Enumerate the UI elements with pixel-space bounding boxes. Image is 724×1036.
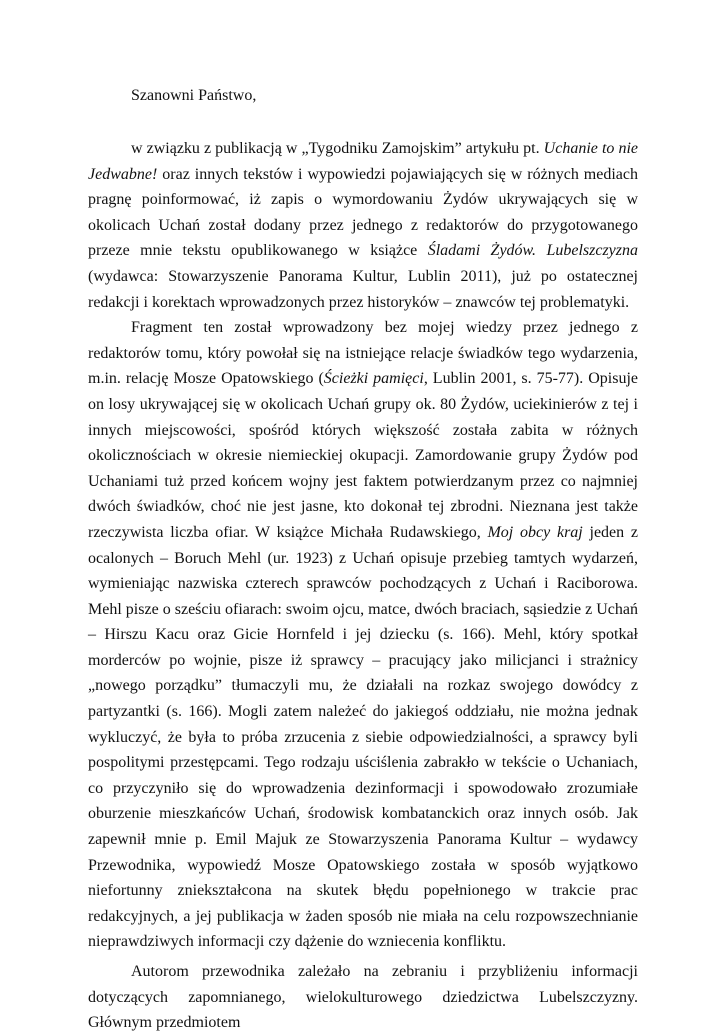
- paragraph-1: [88, 136, 638, 315]
- paragraph-1-text-a: w związku z publikacją w „Tygodniku Zamojskim” artykułu pt.: [131, 140, 544, 157]
- paragraph-2-text-a: Fragment ten został wprowadzony bez mojej wiedzy przez jednego z redaktorów tomu, który powołał się na istniejące relacje świadków tego wydarzenia, m.in. relację Mosze Opatowskiego (: [88, 319, 638, 388]
- rudawski-book-title: Moj obcy kraj: [487, 523, 583, 541]
- paragraph-2: [88, 315, 638, 955]
- book-title: Śladami Żydów. Lubelszczyzna: [427, 242, 638, 260]
- source-title: Ścieżki pamięci: [323, 370, 424, 388]
- article-title: Uchanie to nie Jedwabne!: [88, 140, 638, 183]
- salutation: Szanowni Państwo,: [131, 87, 257, 104]
- paragraph-3: [88, 959, 638, 1036]
- paragraph-1-text-e: (wydawca: Stowarzyszenie Panorama Kultur, Lublin 2011), już po ostatecznej redakcji i korektach wprowadzonych przez historyków – znawców tej problematyki.: [88, 267, 638, 311]
- paragraph-2-text-c: , Lublin 2001, s. 75-77). Opisuje on losy ukrywającej się w okolicach Uchań grupy ok. 80 Żydów, uciekinierów z tej i innych miejscowości, spośród których większość została zabita w różnych okolicznościach w okresie niemieckiej okupacji. Zamordowanie grupy Żydów pod Uchaniami tuż przed końcem wojny jest faktem potwierdzanym przez co najmniej dwóch świadków, choć nie jest jasne, kto dokonał tej zbrodni. Nieznana jest także rzeczywista liczba ofiar. W książce Michała Rudawskiego,: [88, 370, 638, 541]
- paragraph-1-text-c: oraz innych tekstów i wypowiedzi pojawiających się w różnych mediach pragnę poinformować, iż zapis o wymordowaniu Żydów ukrywających się w okolicach Uchań został dodany przez jednego z redaktorów do przygotowanego przeze mnie tekstu opublikowanego w książce: [88, 165, 638, 260]
- letter-body: [88, 136, 638, 1036]
- paragraph-3-text-a: Autorom przewodnika zależało na zebraniu i przybliżeniu informacji dotyczących zapomnianego, wielokulturowego dziedzictwa Lubelszczyzny. Głównym przedmiotem: [88, 963, 638, 1032]
- paragraph-2-text-e: jeden z ocalonych – Boruch Mehl (ur. 1923) z Uchań opisuje przebieg tamtych wydarzeń, wymieniając nazwiska czterech sprawców pochodzących z Uchań i Raciborowa. Mehl pisze o sześciu ofiarach: swoim ojcu, matce, dwóch braciach, sąsiedzie z Uchań – Hirszu Kacu oraz Gicie Hornfeld i jej dziecku (s. 166). Mehl, który spotkał morderców po wojnie, pisze iż sprawcy – pracujący jako milicjanci i strażnicy „nowego porządku” tłumaczyli mu, że działali na rozkaz swojego dowódcy z partyzantki (s. 166). Mogli zatem należeć do jakiegoś oddziału, nie można jednak wykluczyć, że była to próba zrzucenia z siebie odpowiedzialności, a sprawcy byli pospolitymi przestępcami. Tego rodzaju uściślenia zabrakło w tekście o Uchaniach, co przyczyniło się do wprowadzenia dezinformacji i spowodowało zrozumiałe oburzenie mieszkańców Uchań, środowisk kombatanckich oraz innych osób. Jak zapewnił mnie p. Emil Majuk ze Stowarzyszenia Panorama Kultur – wydawcy Przewodnika, wypowiedź Mosze Opatowskiego została w sposób wyjątkowo niefortunny zniekształcona na skutek błędu popełnionego w trakcie prac redakcyjnych, a jej publikacja w żaden sposób nie miała na celu rozpowszechnianie nieprawdziwych informacji czy dążenie do wzniecenia konfliktu.: [88, 523, 639, 951]
